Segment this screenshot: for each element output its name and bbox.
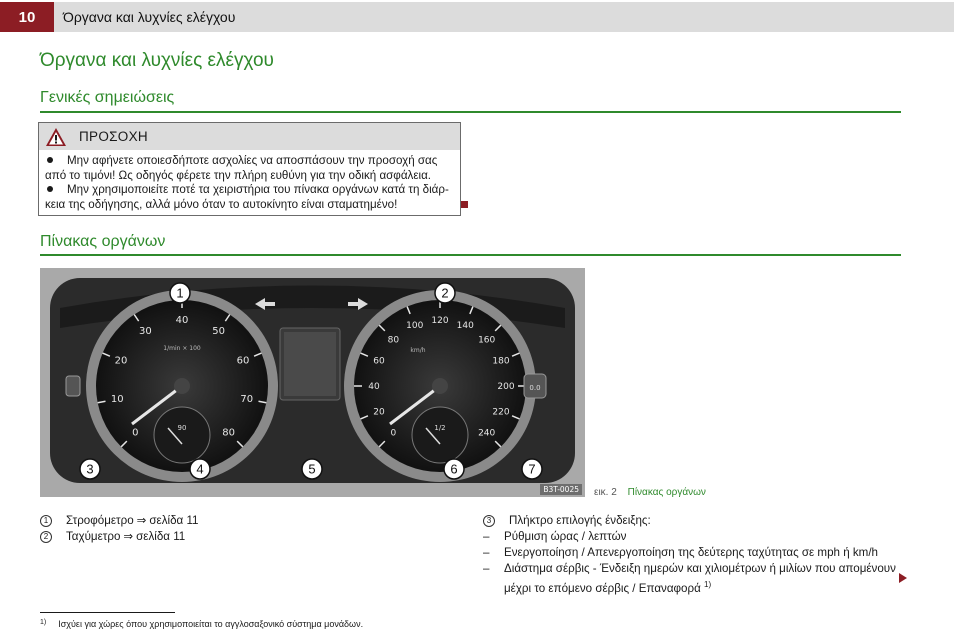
section-title-general: Γενικές σημειώσεις <box>40 89 175 106</box>
figure-code: B3T-0025 <box>540 484 582 495</box>
gauge-tick-label: 80 <box>222 427 236 439</box>
warning-triangle-icon <box>45 127 67 147</box>
callout-label: 3 <box>86 461 94 477</box>
arrow-icon: ⇒ <box>123 530 134 543</box>
warning-item: Μην χρησιμοποιείτε ποτέ τα χειριστήρια του πίνακα οργάνων κατά τη διάρ-κεια της οδήγησης, αλλά μόνο όταν το αυτοκίνητο είναι σταματημένο! <box>45 183 449 211</box>
gauge-tick-label: 240 <box>478 428 496 439</box>
caption-text: Πίνακας οργάνων <box>627 487 706 498</box>
warning-item: Μην αφήνετε οποιεσδήποτε ασχολίες να αποσπάσουν την προσοχή σας από το τιμόνι! Ως οδηγός φέρετε την πλήρη ευθύνη για την οδική ασφάλεια. <box>45 154 438 182</box>
running-header-title: Όργανα και λυχνίες ελέγχου <box>63 9 236 25</box>
gauge-tick-label: 80 <box>387 335 400 346</box>
footnote <box>40 619 363 629</box>
gauge-tick-label: 30 <box>138 326 152 338</box>
legend-left <box>40 513 199 545</box>
page-ref-link[interactable]: σελίδα 11 <box>136 530 186 543</box>
section-divider <box>40 254 901 256</box>
chapter-title: Όργανα και λυχνίες ελέγχου <box>40 50 274 71</box>
footnote-ref: 1) <box>704 580 712 589</box>
page-ref-link[interactable]: σελίδα 11 <box>149 514 199 527</box>
warning-body <box>45 154 455 212</box>
legend-subitem: – Διάστημα σέρβις - Ένδειξη ημερών και χιλιομέτρων ή μιλίων που απομένουν μέχρι το επόμενο σέρβις / Επαναφορά $^{1)}$ <box>483 562 896 595</box>
gauge-tick-label: 0 <box>132 427 139 439</box>
gauge-tick-label: 10 <box>110 393 124 405</box>
gauge-tick-label: 20 <box>114 355 128 367</box>
svg-text:1/2: 1/2 <box>434 424 446 432</box>
temp-gauge <box>154 407 210 463</box>
footnote-mark: 1) <box>40 619 47 626</box>
gauge-tick-label: 0 <box>390 428 397 439</box>
caption-label: εικ. 2 <box>594 487 617 498</box>
end-of-section-icon <box>461 201 468 208</box>
section-divider <box>40 111 901 113</box>
bullet-icon <box>47 186 53 192</box>
gauge-tick-label: 40 <box>368 382 380 392</box>
warning-header <box>39 123 460 150</box>
gauge-tick-label: 220 <box>492 407 510 418</box>
page-header <box>0 2 954 32</box>
warning-box <box>38 122 461 216</box>
arrow-icon: ⇒ <box>136 514 147 527</box>
gauge-tick-label: 140 <box>456 321 474 332</box>
fuel-gauge <box>412 407 468 463</box>
footnote-divider <box>40 612 175 613</box>
instrument-cluster-figure <box>40 268 585 497</box>
gauge-tick-label: 60 <box>236 355 250 367</box>
bullet-icon <box>47 157 53 163</box>
gauge-tick-label: 60 <box>373 356 385 367</box>
callout-label: 5 <box>308 461 316 477</box>
svg-text:90: 90 <box>177 424 187 432</box>
footnote-text: Ισχύει για χώρες όπου χρησιμοποιείται το αγγλοσαξονικό σύστημα μονάδων. <box>58 619 364 629</box>
gauge-tick-label: 50 <box>212 326 226 338</box>
tacho-unit-label: 1/min × 100 <box>163 345 201 352</box>
legend-right <box>483 513 903 597</box>
legend-subitem: – Ρύθμιση ώρας / λεπτών <box>483 530 627 543</box>
legend-item: 2 Ταχύμετρο ⇒ σελίδα 11 <box>40 529 199 545</box>
gauge-tick-label: 40 <box>175 315 189 326</box>
callout-label: 2 <box>441 285 449 301</box>
gauge-tick-label: 20 <box>373 407 385 418</box>
callout-number: 3 <box>483 515 495 527</box>
gauge-tick-label: 70 <box>240 393 254 405</box>
callout-number: 2 <box>40 531 52 543</box>
continued-arrow-icon <box>899 573 907 583</box>
callout-label: 4 <box>196 461 204 477</box>
figure-caption <box>594 487 706 498</box>
gauge-tick-label: 180 <box>492 356 510 367</box>
legend-item: 1 Στροφόμετρο ⇒ σελίδα 11 <box>40 513 199 529</box>
gauge-tick-label: 100 <box>406 321 424 332</box>
callout-label: 6 <box>450 461 458 477</box>
svg-text:0.0: 0.0 <box>529 384 541 392</box>
section-title-instrument-cluster: Πίνακας οργάνων <box>40 233 166 250</box>
speedo-unit-label: km/h <box>410 347 426 354</box>
gauge-tick-label: 160 <box>478 335 496 346</box>
legend-subitem: – Ενεργοποίηση / Απενεργοποίηση της δεύτερης ταχύτητας σε mph ή km/h <box>483 546 878 559</box>
callout-label: 1 <box>176 285 184 301</box>
callout-number: 1 <box>40 515 52 527</box>
callout-label: 7 <box>528 461 536 477</box>
instrument-cluster-illustration <box>40 268 585 497</box>
page-number: 10 <box>0 2 54 32</box>
gauge-tick-label: 200 <box>497 382 515 392</box>
warning-title: ΠΡΟΣΟΧΗ <box>79 129 148 144</box>
gauge-tick-label: 120 <box>431 316 449 326</box>
legend-item: 3 Πλήκτρο επιλογής ένδειξης: <box>483 513 903 529</box>
left-button <box>66 376 80 396</box>
